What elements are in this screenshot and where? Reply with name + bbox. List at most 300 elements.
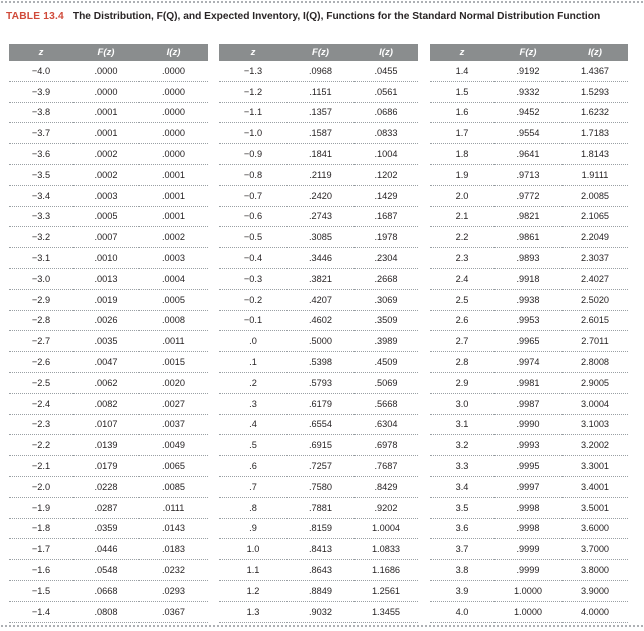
z-value: −1.2 bbox=[219, 81, 287, 102]
table-row bbox=[9, 393, 208, 414]
table-row bbox=[219, 102, 418, 123]
table-row bbox=[219, 580, 418, 601]
fz-value: .9965 bbox=[494, 331, 562, 352]
fz-value: .8413 bbox=[287, 539, 354, 560]
table-row bbox=[9, 601, 208, 622]
iz-value: .0000 bbox=[139, 144, 208, 165]
table-row bbox=[430, 61, 628, 81]
header-z: z bbox=[9, 44, 73, 61]
z-value: −2.3 bbox=[9, 414, 73, 435]
z-value: −2.5 bbox=[9, 372, 73, 393]
iz-value: 2.2049 bbox=[562, 227, 628, 248]
fz-value: .0808 bbox=[73, 601, 139, 622]
z-value: 1.3 bbox=[219, 601, 287, 622]
table-row bbox=[430, 497, 628, 518]
table-row bbox=[9, 414, 208, 435]
fz-value: .0446 bbox=[73, 539, 139, 560]
iz-value: .1202 bbox=[354, 164, 418, 185]
table-row bbox=[219, 331, 418, 352]
iz-value: .2668 bbox=[354, 268, 418, 289]
iz-value: .0065 bbox=[139, 456, 208, 477]
fz-value: .3085 bbox=[287, 227, 354, 248]
fz-value: .0139 bbox=[73, 435, 139, 456]
fz-value: .9192 bbox=[494, 61, 562, 81]
z-value: 4.0 bbox=[430, 601, 494, 622]
fz-value: .0082 bbox=[73, 393, 139, 414]
fz-value: .9938 bbox=[494, 289, 562, 310]
z-value: 1.6 bbox=[430, 102, 494, 123]
data-table bbox=[219, 44, 418, 623]
iz-value: 1.2561 bbox=[354, 580, 418, 601]
iz-value: .0003 bbox=[139, 248, 208, 269]
z-value: −2.8 bbox=[9, 310, 73, 331]
table-row bbox=[430, 164, 628, 185]
z-value: 1.4 bbox=[430, 61, 494, 81]
z-value: 3.0 bbox=[430, 393, 494, 414]
table-row bbox=[9, 206, 208, 227]
table-row bbox=[430, 206, 628, 227]
z-value: −2.2 bbox=[9, 435, 73, 456]
z-value: −0.9 bbox=[219, 144, 287, 165]
iz-value: .0561 bbox=[354, 81, 418, 102]
iz-value: .0000 bbox=[139, 102, 208, 123]
fz-value: .0000 bbox=[73, 61, 139, 81]
iz-value: .0000 bbox=[139, 61, 208, 81]
z-value: 1.9 bbox=[430, 164, 494, 185]
iz-value: .3069 bbox=[354, 289, 418, 310]
fz-value: .0668 bbox=[73, 580, 139, 601]
z-value: 3.6 bbox=[430, 518, 494, 539]
z-value: .5 bbox=[219, 435, 287, 456]
table-row bbox=[430, 102, 628, 123]
fz-value: .0001 bbox=[73, 102, 139, 123]
table-row bbox=[430, 435, 628, 456]
iz-value: .0686 bbox=[354, 102, 418, 123]
iz-value: 3.8000 bbox=[562, 560, 628, 581]
fz-value: .9997 bbox=[494, 476, 562, 497]
fz-value: .5000 bbox=[287, 331, 354, 352]
fz-value: .9861 bbox=[494, 227, 562, 248]
fz-value: .2119 bbox=[287, 164, 354, 185]
iz-value: .0000 bbox=[139, 81, 208, 102]
iz-value: .0020 bbox=[139, 372, 208, 393]
z-value: −1.3 bbox=[219, 61, 287, 81]
fz-value: .9999 bbox=[494, 560, 562, 581]
iz-value: 1.0833 bbox=[354, 539, 418, 560]
table-row bbox=[219, 61, 418, 81]
table-row bbox=[430, 185, 628, 206]
iz-value: .0143 bbox=[139, 518, 208, 539]
fz-value: .9998 bbox=[494, 518, 562, 539]
table-row bbox=[9, 289, 208, 310]
z-value: 3.9 bbox=[430, 580, 494, 601]
fz-value: .9998 bbox=[494, 497, 562, 518]
fz-value: .3821 bbox=[287, 268, 354, 289]
table-row bbox=[9, 248, 208, 269]
z-value: −3.2 bbox=[9, 227, 73, 248]
z-value: −1.4 bbox=[9, 601, 73, 622]
table-row bbox=[9, 164, 208, 185]
z-value: 3.1 bbox=[430, 414, 494, 435]
table-row bbox=[219, 227, 418, 248]
table-row bbox=[219, 310, 418, 331]
fz-value: .2420 bbox=[287, 185, 354, 206]
iz-value: 1.0004 bbox=[354, 518, 418, 539]
fz-value: .9953 bbox=[494, 310, 562, 331]
iz-value: .6304 bbox=[354, 414, 418, 435]
table-row bbox=[9, 352, 208, 373]
table-row bbox=[9, 560, 208, 581]
iz-value: 2.0085 bbox=[562, 185, 628, 206]
z-value: −4.0 bbox=[9, 61, 73, 81]
fz-value: .0107 bbox=[73, 414, 139, 435]
iz-value: .5069 bbox=[354, 372, 418, 393]
table-row bbox=[219, 435, 418, 456]
fz-value: .0003 bbox=[73, 185, 139, 206]
iz-value: .0111 bbox=[139, 497, 208, 518]
fz-value: .5398 bbox=[287, 352, 354, 373]
table-row bbox=[219, 352, 418, 373]
z-value: .8 bbox=[219, 497, 287, 518]
z-value: 3.3 bbox=[430, 456, 494, 477]
table-row bbox=[9, 476, 208, 497]
z-value: .1 bbox=[219, 352, 287, 373]
iz-value: 2.1065 bbox=[562, 206, 628, 227]
fz-value: .0968 bbox=[287, 61, 354, 81]
table-row bbox=[430, 456, 628, 477]
iz-value: .0001 bbox=[139, 206, 208, 227]
z-value: −0.4 bbox=[219, 248, 287, 269]
table-row bbox=[219, 164, 418, 185]
iz-value: .0455 bbox=[354, 61, 418, 81]
z-value: −1.7 bbox=[9, 539, 73, 560]
table-row bbox=[219, 601, 418, 622]
table-block-1 bbox=[9, 44, 208, 623]
z-value: −2.9 bbox=[9, 289, 73, 310]
iz-value: .5668 bbox=[354, 393, 418, 414]
iz-value: .0011 bbox=[139, 331, 208, 352]
z-value: −3.9 bbox=[9, 81, 73, 102]
fz-value: .7881 bbox=[287, 497, 354, 518]
fz-value: .8849 bbox=[287, 580, 354, 601]
table-row bbox=[430, 560, 628, 581]
table-block-2 bbox=[219, 44, 418, 623]
table-row bbox=[430, 310, 628, 331]
z-value: 3.4 bbox=[430, 476, 494, 497]
fz-value: .9554 bbox=[494, 123, 562, 144]
iz-value: 1.8143 bbox=[562, 144, 628, 165]
table-row bbox=[219, 144, 418, 165]
top-dotted-rule bbox=[0, 0, 644, 4]
fz-value: .8159 bbox=[287, 518, 354, 539]
table-row bbox=[219, 206, 418, 227]
iz-value: 3.3001 bbox=[562, 456, 628, 477]
iz-value: 2.8008 bbox=[562, 352, 628, 373]
fz-value: .9999 bbox=[494, 539, 562, 560]
iz-value: 2.3037 bbox=[562, 248, 628, 269]
table-row bbox=[9, 81, 208, 102]
z-value: .0 bbox=[219, 331, 287, 352]
fz-value: .7580 bbox=[287, 476, 354, 497]
header-iz: I(z) bbox=[354, 44, 418, 61]
iz-value: .1004 bbox=[354, 144, 418, 165]
fz-value: .0047 bbox=[73, 352, 139, 373]
z-value: 1.1 bbox=[219, 560, 287, 581]
z-value: 1.5 bbox=[430, 81, 494, 102]
table-row bbox=[219, 372, 418, 393]
fz-value: .2743 bbox=[287, 206, 354, 227]
fz-value: .0287 bbox=[73, 497, 139, 518]
fz-value: .9032 bbox=[287, 601, 354, 622]
iz-value: .4509 bbox=[354, 352, 418, 373]
table-row bbox=[219, 414, 418, 435]
table-row bbox=[219, 123, 418, 144]
table-number: TABLE 13.4 bbox=[6, 11, 64, 22]
z-value: 1.0 bbox=[219, 539, 287, 560]
iz-value: .1978 bbox=[354, 227, 418, 248]
z-value: −1.9 bbox=[9, 497, 73, 518]
iz-value: 3.7000 bbox=[562, 539, 628, 560]
header-fz: F(z) bbox=[73, 44, 139, 61]
iz-value: 2.5020 bbox=[562, 289, 628, 310]
table-row bbox=[9, 227, 208, 248]
fz-value: .9987 bbox=[494, 393, 562, 414]
table-row bbox=[219, 539, 418, 560]
table-row bbox=[430, 81, 628, 102]
table-row bbox=[9, 144, 208, 165]
fz-value: .0000 bbox=[73, 81, 139, 102]
iz-value: 3.4001 bbox=[562, 476, 628, 497]
bottom-dotted-rule bbox=[0, 624, 644, 628]
header-z: z bbox=[219, 44, 287, 61]
iz-value: .0000 bbox=[139, 123, 208, 144]
z-value: 2.2 bbox=[430, 227, 494, 248]
iz-value: 4.0000 bbox=[562, 601, 628, 622]
z-value: 1.2 bbox=[219, 580, 287, 601]
fz-value: .5793 bbox=[287, 372, 354, 393]
table-row bbox=[219, 456, 418, 477]
fz-value: .8643 bbox=[287, 560, 354, 581]
table-row bbox=[430, 601, 628, 622]
z-value: −0.3 bbox=[219, 268, 287, 289]
fz-value: .9974 bbox=[494, 352, 562, 373]
table-row bbox=[9, 185, 208, 206]
iz-value: .0015 bbox=[139, 352, 208, 373]
fz-value: .0179 bbox=[73, 456, 139, 477]
fz-value: .1841 bbox=[287, 144, 354, 165]
iz-value: 2.4027 bbox=[562, 268, 628, 289]
fz-value: .0002 bbox=[73, 164, 139, 185]
table-row bbox=[219, 476, 418, 497]
z-value: 2.8 bbox=[430, 352, 494, 373]
iz-value: .0004 bbox=[139, 268, 208, 289]
fz-value: .4602 bbox=[287, 310, 354, 331]
fz-value: .9893 bbox=[494, 248, 562, 269]
z-value: −0.1 bbox=[219, 310, 287, 331]
z-value: −1.5 bbox=[9, 580, 73, 601]
iz-value: .6978 bbox=[354, 435, 418, 456]
fz-value: .0013 bbox=[73, 268, 139, 289]
fz-value: .7257 bbox=[287, 456, 354, 477]
table-caption bbox=[6, 11, 600, 22]
z-value: 3.8 bbox=[430, 560, 494, 581]
iz-value: .1687 bbox=[354, 206, 418, 227]
z-value: −3.7 bbox=[9, 123, 73, 144]
fz-value: .4207 bbox=[287, 289, 354, 310]
iz-value: 1.5293 bbox=[562, 81, 628, 102]
iz-value: .0001 bbox=[139, 164, 208, 185]
iz-value: .0005 bbox=[139, 289, 208, 310]
fz-value: .0228 bbox=[73, 476, 139, 497]
table-row bbox=[430, 227, 628, 248]
fz-value: .1587 bbox=[287, 123, 354, 144]
z-value: −3.8 bbox=[9, 102, 73, 123]
iz-value: 1.6232 bbox=[562, 102, 628, 123]
table-row bbox=[430, 393, 628, 414]
z-value: 3.2 bbox=[430, 435, 494, 456]
z-value: −0.6 bbox=[219, 206, 287, 227]
iz-value: 1.4367 bbox=[562, 61, 628, 81]
table-row bbox=[219, 289, 418, 310]
iz-value: .0367 bbox=[139, 601, 208, 622]
iz-value: .7687 bbox=[354, 456, 418, 477]
z-value: −2.7 bbox=[9, 331, 73, 352]
z-value: 1.7 bbox=[430, 123, 494, 144]
iz-value: .3509 bbox=[354, 310, 418, 331]
z-value: −3.0 bbox=[9, 268, 73, 289]
iz-value: .0049 bbox=[139, 435, 208, 456]
z-value: 2.3 bbox=[430, 248, 494, 269]
fz-value: .9918 bbox=[494, 268, 562, 289]
z-value: −3.3 bbox=[9, 206, 73, 227]
iz-value: 3.6000 bbox=[562, 518, 628, 539]
fz-value: .1151 bbox=[287, 81, 354, 102]
iz-value: 3.0004 bbox=[562, 393, 628, 414]
fz-value: .0359 bbox=[73, 518, 139, 539]
z-value: .2 bbox=[219, 372, 287, 393]
z-value: .3 bbox=[219, 393, 287, 414]
iz-value: 2.9005 bbox=[562, 372, 628, 393]
fz-value: .9990 bbox=[494, 414, 562, 435]
fz-value: .9993 bbox=[494, 435, 562, 456]
table-row bbox=[430, 414, 628, 435]
iz-value: .2304 bbox=[354, 248, 418, 269]
data-table bbox=[9, 44, 208, 623]
iz-value: 1.7183 bbox=[562, 123, 628, 144]
z-value: .7 bbox=[219, 476, 287, 497]
table-row bbox=[430, 331, 628, 352]
z-value: −1.0 bbox=[219, 123, 287, 144]
fz-value: .6915 bbox=[287, 435, 354, 456]
fz-value: .9332 bbox=[494, 81, 562, 102]
header-fz: F(z) bbox=[287, 44, 354, 61]
z-value: .9 bbox=[219, 518, 287, 539]
z-value: 3.7 bbox=[430, 539, 494, 560]
iz-value: .1429 bbox=[354, 185, 418, 206]
table-row bbox=[219, 393, 418, 414]
fz-value: .6554 bbox=[287, 414, 354, 435]
iz-value: 3.9000 bbox=[562, 580, 628, 601]
table-row bbox=[219, 268, 418, 289]
fz-value: .0010 bbox=[73, 248, 139, 269]
data-table bbox=[430, 44, 628, 623]
iz-value: 3.5001 bbox=[562, 497, 628, 518]
iz-value: .3989 bbox=[354, 331, 418, 352]
fz-value: .0005 bbox=[73, 206, 139, 227]
table-row bbox=[219, 518, 418, 539]
fz-value: .0019 bbox=[73, 289, 139, 310]
table-row bbox=[430, 268, 628, 289]
z-value: −1.6 bbox=[9, 560, 73, 581]
iz-value: .9202 bbox=[354, 497, 418, 518]
table-row bbox=[9, 268, 208, 289]
z-value: 2.6 bbox=[430, 310, 494, 331]
fz-value: .9772 bbox=[494, 185, 562, 206]
table-row bbox=[430, 476, 628, 497]
iz-value: .0037 bbox=[139, 414, 208, 435]
table-row bbox=[9, 518, 208, 539]
table-row bbox=[430, 518, 628, 539]
table-row bbox=[430, 352, 628, 373]
fz-value: .0001 bbox=[73, 123, 139, 144]
z-value: −3.6 bbox=[9, 144, 73, 165]
fz-value: .0035 bbox=[73, 331, 139, 352]
iz-value: 2.6015 bbox=[562, 310, 628, 331]
table-row bbox=[9, 331, 208, 352]
z-value: −3.4 bbox=[9, 185, 73, 206]
fz-value: .9641 bbox=[494, 144, 562, 165]
iz-value: .0008 bbox=[139, 310, 208, 331]
z-value: 3.5 bbox=[430, 497, 494, 518]
z-value: 2.1 bbox=[430, 206, 494, 227]
iz-value: .0183 bbox=[139, 539, 208, 560]
iz-value: 1.1686 bbox=[354, 560, 418, 581]
z-value: −2.6 bbox=[9, 352, 73, 373]
table-row bbox=[9, 102, 208, 123]
fz-value: .9713 bbox=[494, 164, 562, 185]
z-value: −2.4 bbox=[9, 393, 73, 414]
z-value: 2.7 bbox=[430, 331, 494, 352]
iz-value: .8429 bbox=[354, 476, 418, 497]
table-row bbox=[430, 539, 628, 560]
z-value: 2.9 bbox=[430, 372, 494, 393]
iz-value: .0232 bbox=[139, 560, 208, 581]
fz-value: .6179 bbox=[287, 393, 354, 414]
z-value: −0.5 bbox=[219, 227, 287, 248]
table-row bbox=[430, 123, 628, 144]
table-row bbox=[9, 123, 208, 144]
fz-value: .9452 bbox=[494, 102, 562, 123]
z-value: 2.4 bbox=[430, 268, 494, 289]
fz-value: .3446 bbox=[287, 248, 354, 269]
table-row bbox=[430, 372, 628, 393]
fz-value: 1.0000 bbox=[494, 601, 562, 622]
table-row bbox=[9, 435, 208, 456]
table-row bbox=[430, 289, 628, 310]
fz-value: .0002 bbox=[73, 144, 139, 165]
header-z: z bbox=[430, 44, 494, 61]
z-value: −1.8 bbox=[9, 518, 73, 539]
iz-value: .0027 bbox=[139, 393, 208, 414]
iz-value: 1.9111 bbox=[562, 164, 628, 185]
z-value: −3.5 bbox=[9, 164, 73, 185]
fz-value: .0026 bbox=[73, 310, 139, 331]
table-row bbox=[9, 372, 208, 393]
table-row bbox=[219, 560, 418, 581]
header-row bbox=[430, 44, 628, 61]
fz-value: .9995 bbox=[494, 456, 562, 477]
header-iz: I(z) bbox=[139, 44, 208, 61]
